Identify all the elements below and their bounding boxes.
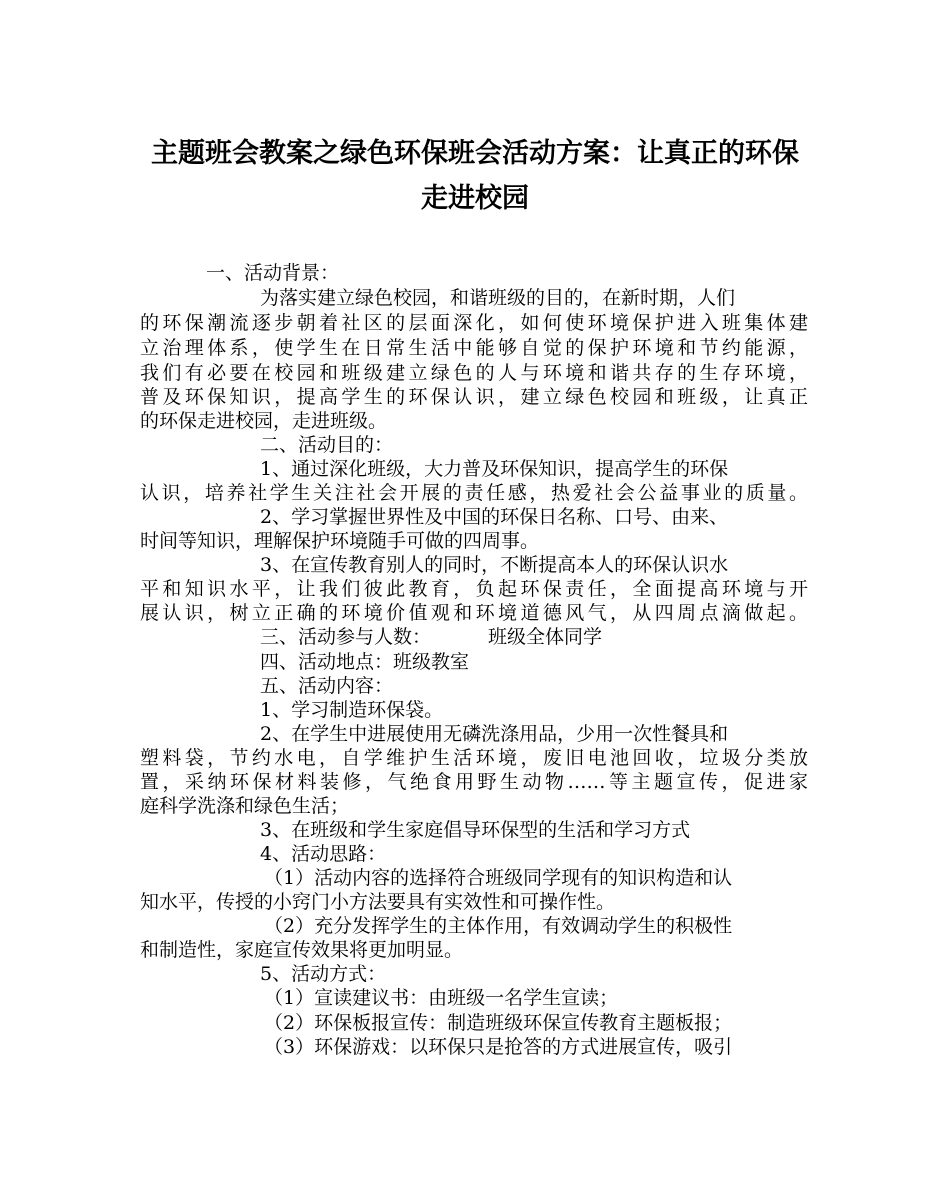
paragraph-line: 2、在学生中进展使用无磷洗涤用品，少用一次性餐具和 <box>260 723 729 745</box>
participants-label: 三、活动参与人数： <box>260 626 432 648</box>
section-heading-goal: 二、活动目的： <box>260 434 394 456</box>
paragraph-line: 和制造性，家庭宣传效果将更加明显。 <box>140 939 464 961</box>
paragraph-line: 4、活动思路： <box>260 843 387 865</box>
document-title-line-1: 主题班会教案之绿色环保班会活动方案：让真正的环保 <box>151 138 799 169</box>
paragraph-line: （3）环保游戏：以环保只是抢答的方式进展宣传，吸引 <box>264 1036 733 1058</box>
paragraph-line: 1、通过深化班级，大力普及环保知识，提高学生的环保 <box>260 458 729 480</box>
paragraph-line: 为落实建立绿色校园，和谐班级的目的，在新时期，人们 <box>260 287 736 309</box>
paragraph-line: 1、学习制造环保袋。 <box>260 699 444 721</box>
paragraph-line: 庭科学洗涤和绿色生活； <box>140 795 350 817</box>
paragraph-line: 普及环保知识，提高学生的环保认识，建立绿色校园和班级，让真正 <box>140 386 808 408</box>
paragraph-line: 知水平，传授的小窍门小方法要具有实效性和可操作性。 <box>140 891 616 913</box>
paragraph-line: 塑料袋，节约水电，自学维护生活环境，废旧电池回收，垃圾分类放 <box>140 747 808 769</box>
paragraph-line: 3、在宣传教育别人的同时，不断提高本人的环保认识水 <box>260 554 729 576</box>
paragraph-line: 3、在班级和学生家庭倡导环保型的生活和学习方式 <box>260 819 691 841</box>
paragraph-line: （2）环保板报宣传：制造班级环保宣传教育主题板报； <box>264 1012 733 1034</box>
paragraph-line: 2、学习掌握世界性及中国的环保日名称、口号、由来、 <box>260 506 729 528</box>
section-heading-content: 五、活动内容： <box>260 675 394 697</box>
paragraph-line: 的环保潮流逐步朝着社区的层面深化，如何使环境保护进入班集体建 <box>140 312 808 334</box>
paragraph-line: 认识，培养社学生关注社会开展的责任感，热爱社会公益事业的质量。 <box>140 482 808 504</box>
section-heading-background: 一、活动背景： <box>206 262 340 284</box>
paragraph-line: （1）宣读建议书：由班级一名学生宣读； <box>264 987 619 1009</box>
paragraph-line: 5、活动方式： <box>260 963 387 985</box>
paragraph-line: 时间等知识，理解保护环境随手可做的四周事。 <box>140 530 540 552</box>
paragraph-line: 的环保走进校园，走进班级。 <box>140 410 388 432</box>
document-title-line-2: 走进校园 <box>421 183 529 214</box>
paragraph-line: 展认识，树立正确的环境价值观和环境道德风气，从四周点滴做起。 <box>140 602 808 624</box>
paragraph-line: （2）充分发挥学生的主体作用，有效调动学生的积极性 <box>264 915 733 937</box>
participants-value: 班级全体同学 <box>488 626 603 648</box>
location-line: 四、活动地点：班级教室 <box>260 651 470 673</box>
paragraph-line: （1）活动内容的选择符合班级同学现有的知识构造和认 <box>264 867 733 889</box>
paragraph-line: 置，采纳环保材料装修，气绝食用野生动物……等主题宣传，促进家 <box>140 771 808 793</box>
paragraph-line: 平和知识水平，让我们彼此教育，负起环保责任，全面提高环境与开 <box>140 578 808 600</box>
paragraph-line: 我们有必要在校园和班级建立绿色的人与环境和谐共存的生存环境， <box>140 362 808 384</box>
paragraph-line: 立治理体系，使学生在日常生活中能够自觉的保护环境和节约能源， <box>140 337 808 359</box>
